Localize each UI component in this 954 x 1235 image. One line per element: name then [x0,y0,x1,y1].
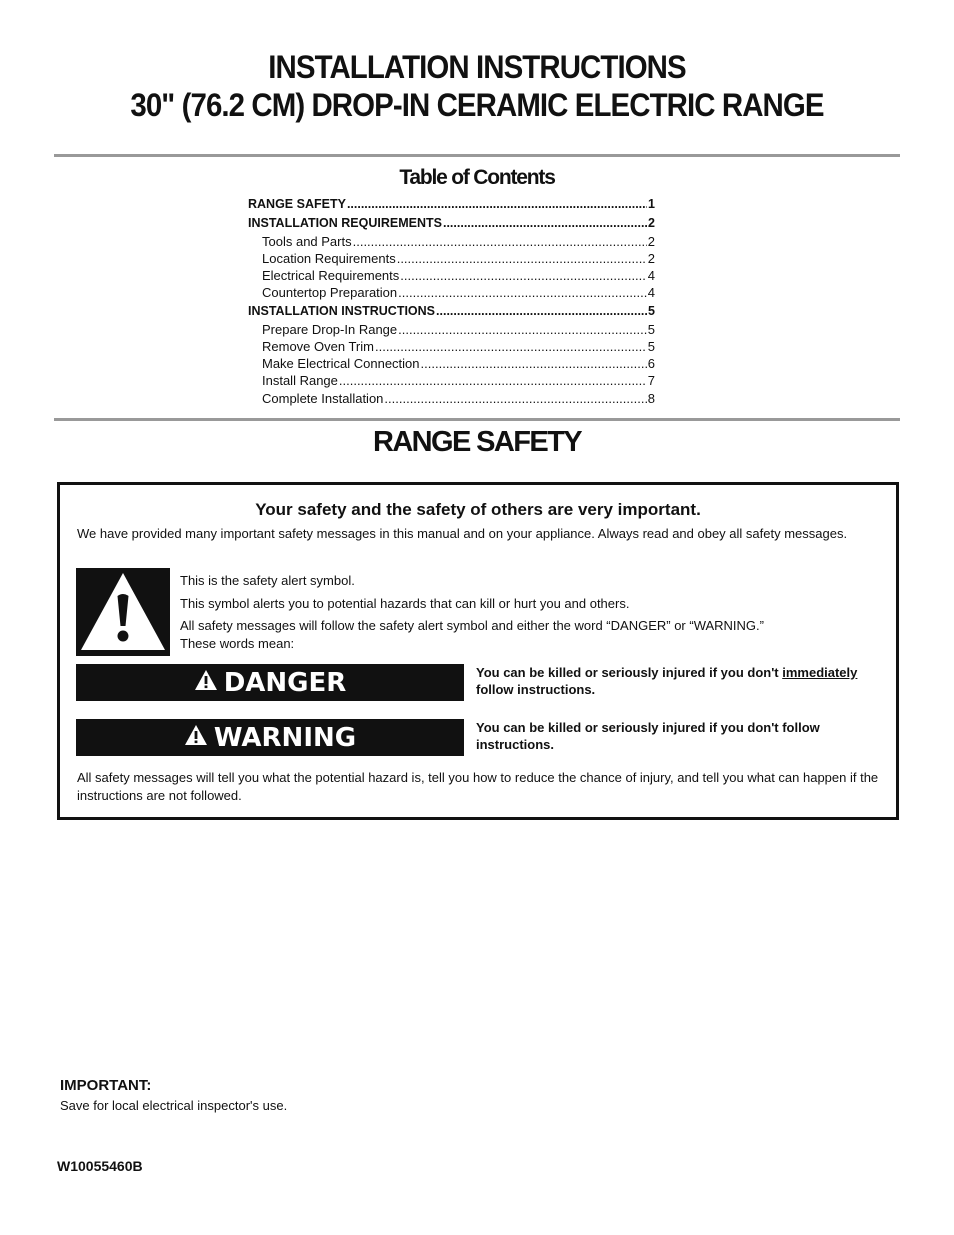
middle-divider [54,418,900,421]
toc-entry-label: Install Range [262,373,338,389]
title-line-1: INSTALLATION INSTRUCTIONS [268,49,686,85]
toc-leader-dots [347,195,647,214]
safety-box [57,482,899,820]
toc-entry[interactable] [248,250,655,267]
toc-entry-page: 5 [647,338,655,354]
toc-entry-label: Electrical Requirements [262,268,400,284]
section-heading: RANGE SAFETY [373,426,581,458]
toc-entry[interactable] [248,355,655,372]
danger-description [476,664,891,698]
toc-entry-page: 5 [647,321,655,337]
toc-entry-label: Make Electrical Connection [262,356,420,372]
toc-entry[interactable] [248,321,655,338]
toc-leader-dots [353,233,647,250]
symbol-line: All safety messages will follow the safety alert symbol and either the word “DANGER” or “WARNING.” [180,618,764,633]
toc-entry[interactable] [248,195,655,214]
warning-triangle-icon [76,568,170,656]
toc-leader-dots [384,390,646,407]
title-line-2: 30" (76.2 CM) DROP-IN CERAMIC ELECTRIC RANGE [130,87,824,123]
danger-text-emphasis: immediately [782,665,858,680]
toc-entry[interactable] [248,284,655,301]
toc-entry-page: 4 [647,268,655,284]
danger-text-end: follow instructions. [476,682,596,697]
toc-entry-page: 8 [647,390,655,406]
document-title [38,48,916,124]
toc-leader-dots [339,372,647,389]
safety-symbol-description [180,572,880,653]
symbol-line: This is the safety alert symbol. [180,573,355,588]
toc-entry[interactable] [248,372,655,389]
important-label: IMPORTANT: [60,1077,152,1094]
toc-leader-dots [398,284,647,301]
toc-entry-label: Remove Oven Trim [262,338,374,354]
toc-entry[interactable] [248,302,655,321]
symbol-line: These words mean: [180,636,295,651]
danger-text-start: You can be killed or seriously injured if you don't [476,665,783,680]
toc-leader-dots [443,214,647,233]
toc-leader-dots [398,321,647,338]
toc-leader-dots [436,302,647,321]
toc-leader-dots [375,338,647,355]
document-number: W10055460B [57,1158,143,1174]
toc-entry-page: 2 [647,250,655,266]
danger-signal-word [76,664,464,701]
toc-entry-label: INSTALLATION REQUIREMENTS [248,215,442,230]
toc-entry[interactable] [248,338,655,355]
toc-entry[interactable] [248,233,655,250]
toc-leader-dots [400,267,646,284]
danger-word: DANGER [223,667,347,698]
toc-entry-page: 6 [647,356,655,372]
toc-entry-label: Prepare Drop-In Range [262,321,398,337]
toc-entry-label: Location Requirements [262,250,396,266]
toc-entry-page: 5 [648,303,655,318]
toc-entry-label: Complete Installation [262,390,384,406]
toc-entry-page: 2 [647,233,655,249]
toc-entry-label: RANGE SAFETY [248,197,346,211]
safety-box-outro: All safety messages will tell you what the potential hazard is, tell you how to reduce the chance of injury, and tell you what can happen if the instructions are not followed. [77,770,879,803]
toc-entry[interactable] [248,390,655,407]
toc-entry-label: Tools and Parts [262,233,352,249]
safety-box-intro: We have provided many important safety messages in this manual and on your appliance. Always read and obey all safety messages. [77,526,848,541]
symbol-line: This symbol alerts you to potential hazards that can kill or hurt you and others. [180,595,630,611]
top-divider [54,154,900,157]
toc-entry-page: 7 [647,373,655,389]
toc-entry-page: 1 [648,197,655,211]
warning-signal-word [76,719,464,756]
safety-box-heading: Your safety and the safety of others are very important. [255,500,701,519]
warning-word: WARNING [213,722,357,753]
toc-entry-page: 4 [647,285,655,301]
toc-heading: Table of Contents [399,166,555,189]
important-text: Save for local electrical inspector's use. [60,1098,288,1113]
warning-triangle-icon [184,723,208,753]
toc-leader-dots [397,250,647,267]
toc-entry-label: Countertop Preparation [262,285,398,301]
toc-entry[interactable] [248,214,655,233]
toc-leader-dots [421,355,647,372]
warning-triangle-icon [194,668,218,698]
table-of-contents [248,195,655,407]
toc-entry-label: INSTALLATION INSTRUCTIONS [248,303,436,318]
toc-entry-page: 2 [648,215,655,230]
warning-description: You can be killed or seriously injured if you don't follow instructions. [476,720,820,752]
toc-entry[interactable] [248,267,655,284]
